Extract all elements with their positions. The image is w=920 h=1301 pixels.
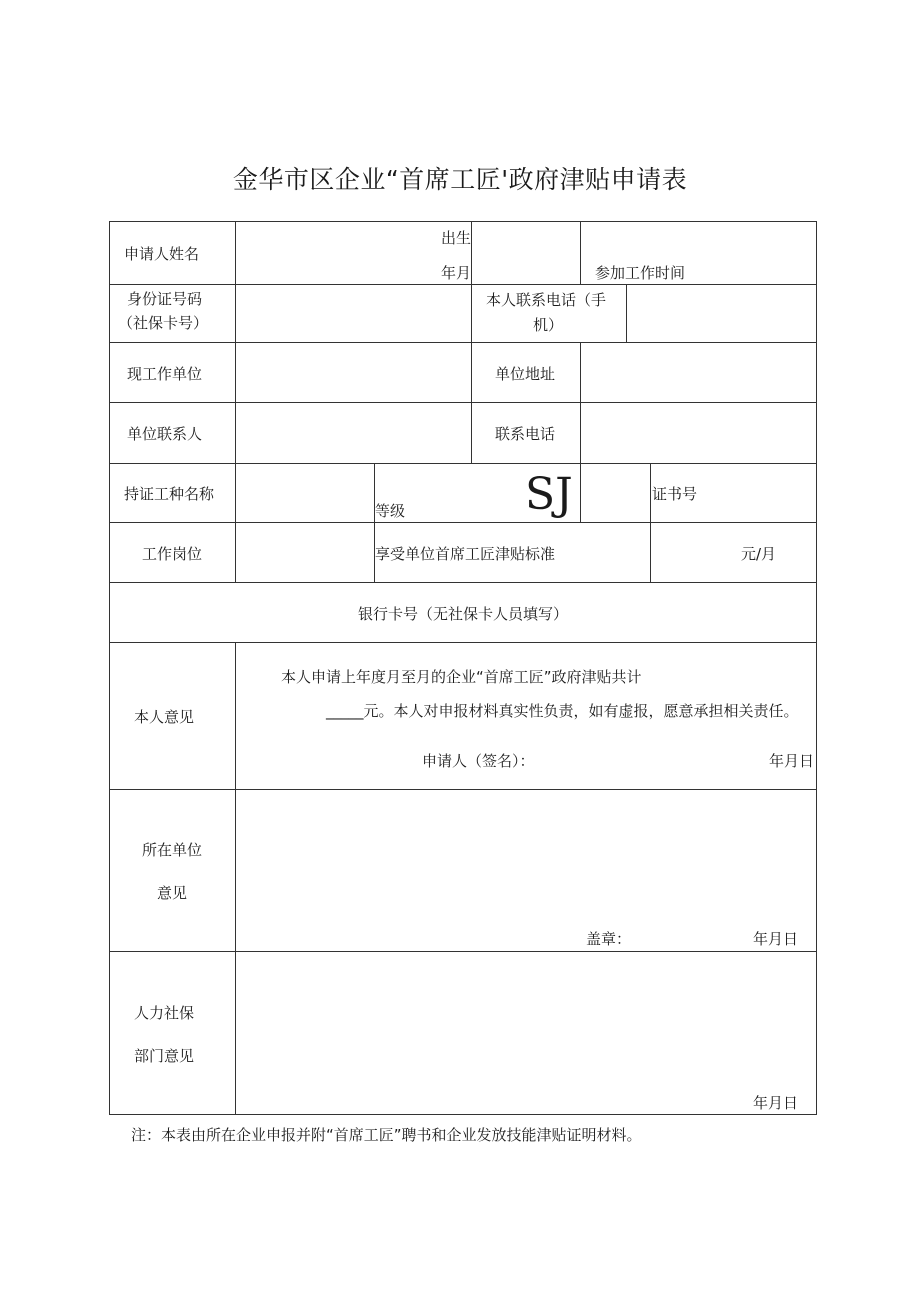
birth-label-bottom: 年月	[441, 264, 472, 282]
employer-address-label: 单位地址	[495, 365, 556, 383]
trade-name-label: 持证工种名称	[124, 485, 215, 503]
self-declaration-line1: 本人申请上年度月至月的企业“首席工匠”政府津贴共计	[281, 668, 642, 686]
phone-label-line2: 机）	[533, 316, 564, 334]
contact-phone-label: 联系电话	[495, 425, 556, 443]
applicant-name-label: 申请人姓名	[124, 245, 200, 263]
footnote: 注：本表由所在企业申报并附“首席工匠”聘书和企业发放技能津贴证明材料。	[131, 1126, 642, 1144]
self-opinion-label: 本人意见	[134, 708, 195, 726]
social-card-label: （社保卡号）	[118, 314, 209, 332]
position-label: 工作岗位	[142, 545, 203, 563]
birth-label-top: 出生	[441, 229, 472, 247]
applicant-date-label: 年月日	[769, 752, 815, 770]
work-start-label: 参加工作时间	[595, 264, 686, 282]
allowance-standard-label: 享受单位首席工匠津贴标准	[375, 545, 556, 563]
self-declaration-line2: _____元。本人对申报材料真实性负责，如有虚报，愿意承担相关责任。	[326, 702, 799, 720]
employer-label: 现工作单位	[127, 365, 203, 383]
unit-date-label: 年月日	[753, 930, 799, 948]
form-title: 金华市区企业“首席工匠'政府津贴申请表	[232, 165, 688, 194]
hr-opinion-label-line2: 部门意见	[134, 1047, 195, 1065]
hr-opinion-label-line1: 人力社保	[134, 1004, 195, 1022]
allowance-unit-label: 元/月	[741, 545, 777, 563]
contact-person-label: 单位联系人	[127, 425, 203, 443]
cert-number-label: 证书号	[652, 485, 698, 503]
hr-date-label: 年月日	[753, 1094, 799, 1112]
handwritten-stamp: SJ	[525, 469, 573, 520]
applicant-signature-label: 申请人（签名）：	[422, 752, 535, 770]
seal-label: 盖章：	[586, 930, 632, 948]
unit-opinion-label-line1: 所在单位	[142, 841, 203, 859]
unit-opinion-label-line2: 意见	[157, 884, 188, 902]
grade-label: 等级	[375, 502, 406, 520]
phone-label-line1: 本人联系电话（手	[486, 291, 607, 309]
id-number-label: 身份证号码	[127, 290, 203, 308]
bank-card-label: 银行卡号（无社保卡人员填写）	[357, 605, 568, 623]
